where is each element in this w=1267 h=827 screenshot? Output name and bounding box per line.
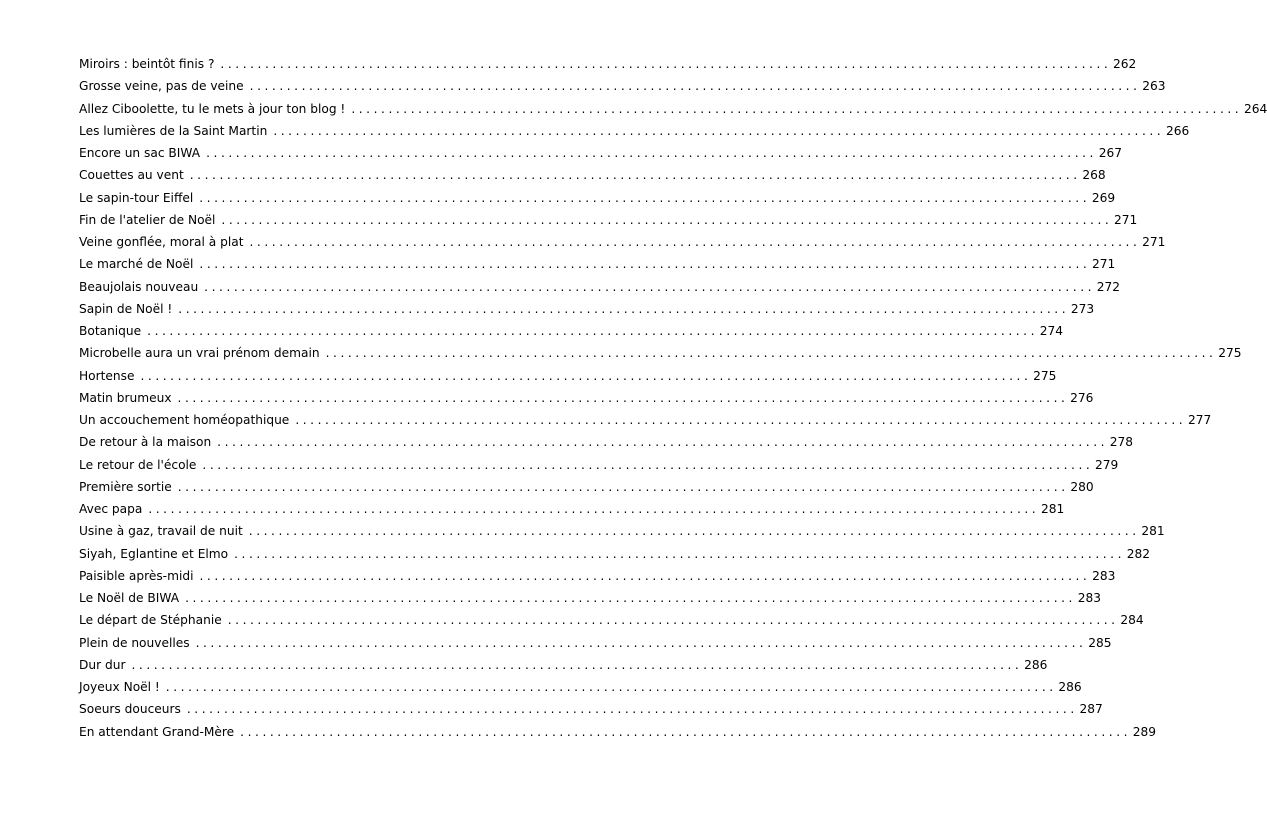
- toc-entry: [79, 565, 1116, 587]
- toc-entry-page-number: 277: [1187, 413, 1212, 427]
- toc-entry-page-number: 273: [1070, 301, 1095, 316]
- toc-entry-page-number: 271: [1092, 257, 1116, 272]
- dot-leader: ........................................................................................................................: [148, 502, 1040, 516]
- toc-entry-page-number: 274: [1039, 324, 1064, 338]
- dot-leader: ........................................................................................................................: [147, 324, 1039, 338]
- toc-entry-page-number: 287: [1079, 702, 1103, 717]
- toc-entry-title: Le sapin-tour Eiffel: [79, 190, 194, 205]
- toc-entry: [79, 231, 1166, 253]
- toc-entry: [79, 476, 1094, 498]
- toc-entry: [79, 164, 1106, 186]
- toc-entry-title: Soeurs douceurs: [79, 702, 181, 717]
- toc-entry: [79, 276, 1121, 298]
- toc-entry-page-number: 281: [1141, 524, 1165, 539]
- dot-leader: ........................................................................................................................: [206, 146, 1097, 160]
- toc-entry-page-number: 283: [1077, 591, 1101, 605]
- toc-entry-title: Botanique: [79, 324, 142, 338]
- toc-entry-title: Matin brumeux: [79, 390, 172, 405]
- toc-entry-title: En attendant Grand-Mère: [79, 724, 235, 739]
- toc-entry-page-number: 289: [1132, 724, 1157, 739]
- toc-entry-title: Grosse veine, pas de veine: [79, 79, 244, 94]
- dot-leader: ........................................................................................................................: [249, 235, 1141, 249]
- toc-entry: [79, 320, 1064, 342]
- dot-leader: ........................................................................................................................: [199, 568, 1091, 583]
- toc-entry: [79, 365, 1057, 387]
- dot-leader: ........................................................................................................................: [295, 413, 1187, 427]
- toc-entry: [79, 431, 1134, 453]
- dot-leader: ........................................................................................................................: [273, 123, 1165, 138]
- toc-entry-page-number: 276: [1070, 390, 1094, 405]
- toc-entry: [79, 676, 1082, 698]
- dot-leader: ........................................................................................................................: [189, 168, 1081, 183]
- toc-entry: [79, 387, 1094, 409]
- toc-entry: [79, 187, 1116, 209]
- toc-entry-page-number: 271: [1114, 212, 1138, 227]
- dot-leader: ........................................................................................................................: [221, 212, 1113, 227]
- toc-entry-title: Première sortie: [79, 479, 172, 494]
- toc-entry-page-number: 263: [1142, 79, 1166, 94]
- dot-leader: ........................................................................................................................: [217, 435, 1109, 450]
- toc-entry: [79, 609, 1144, 631]
- toc-entry-page-number: 264: [1243, 101, 1267, 116]
- toc-entry-page-number: 286: [1058, 680, 1082, 694]
- toc-entry-title: Microbelle aura un vrai prénom demain: [79, 346, 320, 361]
- toc-entry: [79, 454, 1119, 476]
- toc-entry-title: Siyah, Eglantine et Elmo: [79, 546, 229, 561]
- dot-leader: ........................................................................................................................: [140, 368, 1032, 383]
- toc-entry-page-number: 275: [1033, 368, 1057, 383]
- toc-entry-page-number: 269: [1091, 190, 1116, 205]
- toc-entry-page-number: 280: [1070, 479, 1094, 494]
- toc-entry: [79, 120, 1190, 142]
- toc-entry-title: Veine gonflée, moral à plat: [79, 235, 244, 249]
- toc-entry-page-number: 272: [1096, 279, 1121, 294]
- dot-leader: ........................................................................................................................: [249, 79, 1141, 94]
- dot-leader: ........................................................................................................................: [165, 680, 1057, 694]
- toc-entry: [79, 543, 1151, 565]
- toc-entry-title: Hortense: [79, 368, 135, 383]
- dot-leader: ........................................................................................................................: [227, 613, 1119, 628]
- toc-entry-page-number: 283: [1092, 568, 1116, 583]
- dot-leader: ........................................................................................................................: [204, 279, 1096, 294]
- toc-entry-page-number: 262: [1113, 57, 1137, 71]
- table-of-contents: [79, 53, 1267, 743]
- toc-entry-title: Avec papa: [79, 502, 143, 516]
- toc-entry: [79, 409, 1212, 431]
- toc-entry-page-number: 278: [1109, 435, 1134, 450]
- toc-entry-page-number: 271: [1142, 235, 1166, 249]
- dot-leader: ........................................................................................................................: [240, 724, 1132, 739]
- toc-entry-title: Beaujolais nouveau: [79, 279, 199, 294]
- toc-entry-title: Un accouchement homéopathique: [79, 413, 290, 427]
- dot-leader: ........................................................................................................................: [325, 346, 1217, 361]
- toc-entry-title: Le marché de Noël: [79, 257, 194, 272]
- toc-entry: [79, 698, 1103, 720]
- toc-entry: [79, 253, 1116, 275]
- dot-leader: ........................................................................................................................: [186, 702, 1078, 717]
- toc-entry: [79, 53, 1137, 75]
- dot-leader: ........................................................................................................................: [131, 657, 1023, 672]
- toc-entry-page-number: 279: [1095, 457, 1119, 472]
- toc-entry: [79, 298, 1095, 320]
- toc-entry-title: Le retour de l'école: [79, 457, 197, 472]
- toc-entry-title: Dur dur: [79, 657, 126, 672]
- toc-entry-title: Plein de nouvelles: [79, 635, 190, 650]
- dot-leader: ........................................................................................................................: [248, 524, 1140, 539]
- toc-entry-title: Joyeux Noël !: [79, 680, 160, 694]
- toc-entry-title: De retour à la maison: [79, 435, 212, 450]
- toc-entry: [79, 632, 1112, 654]
- toc-entry-page-number: 284: [1120, 613, 1144, 628]
- dot-leader: ........................................................................................................................: [177, 390, 1069, 405]
- toc-entry-title: Le départ de Stéphanie: [79, 613, 222, 628]
- toc-entry-title: Les lumières de la Saint Martin: [79, 123, 268, 138]
- toc-entry-page-number: 268: [1082, 168, 1106, 183]
- toc-entry-title: Fin de l'atelier de Noël: [79, 212, 216, 227]
- toc-entry: [79, 98, 1267, 120]
- toc-entry-page-number: 275: [1218, 346, 1242, 361]
- toc-entry-page-number: 266: [1165, 123, 1190, 138]
- dot-leader: ........................................................................................................................: [234, 546, 1126, 561]
- toc-entry-title: Allez Ciboolette, tu le mets à jour ton blog !: [79, 101, 346, 116]
- toc-entry: [79, 721, 1157, 743]
- toc-entry-page-number: 267: [1098, 146, 1122, 160]
- dot-leader: ........................................................................................................................: [177, 479, 1069, 494]
- toc-entry-title: Usine à gaz, travail de nuit: [79, 524, 243, 539]
- toc-entry-title: Miroirs : beintôt finis ?: [79, 57, 215, 71]
- toc-entry-title: Encore un sac BIWA: [79, 146, 201, 160]
- dot-leader: ........................................................................................................................: [351, 101, 1243, 116]
- toc-entry-page-number: 281: [1040, 502, 1065, 516]
- toc-entry-title: Le Noël de BIWA: [79, 591, 180, 605]
- toc-entry-page-number: 285: [1088, 635, 1112, 650]
- toc-entry: [79, 520, 1165, 542]
- toc-entry: [79, 587, 1101, 609]
- dot-leader: ........................................................................................................................: [199, 190, 1091, 205]
- toc-entry-title: Sapin de Noël !: [79, 301, 173, 316]
- toc-entry-page-number: 286: [1024, 657, 1048, 672]
- toc-entry: [79, 75, 1166, 97]
- dot-leader: ........................................................................................................................: [185, 591, 1076, 605]
- toc-entry: [79, 498, 1065, 520]
- toc-entry: [79, 142, 1122, 164]
- dot-leader: ........................................................................................................................: [178, 301, 1070, 316]
- toc-entry-title: Couettes au vent: [79, 168, 184, 183]
- toc-entry-page-number: 282: [1126, 546, 1151, 561]
- dot-leader: ........................................................................................................................: [195, 635, 1087, 650]
- toc-entry: [79, 209, 1138, 231]
- toc-entry-title: Paisible après-midi: [79, 568, 194, 583]
- toc-entry: [79, 654, 1048, 676]
- dot-leader: ........................................................................................................................: [199, 257, 1091, 272]
- dot-leader: ........................................................................................................................: [220, 57, 1112, 71]
- dot-leader: ........................................................................................................................: [202, 457, 1094, 472]
- toc-entry: [79, 342, 1242, 364]
